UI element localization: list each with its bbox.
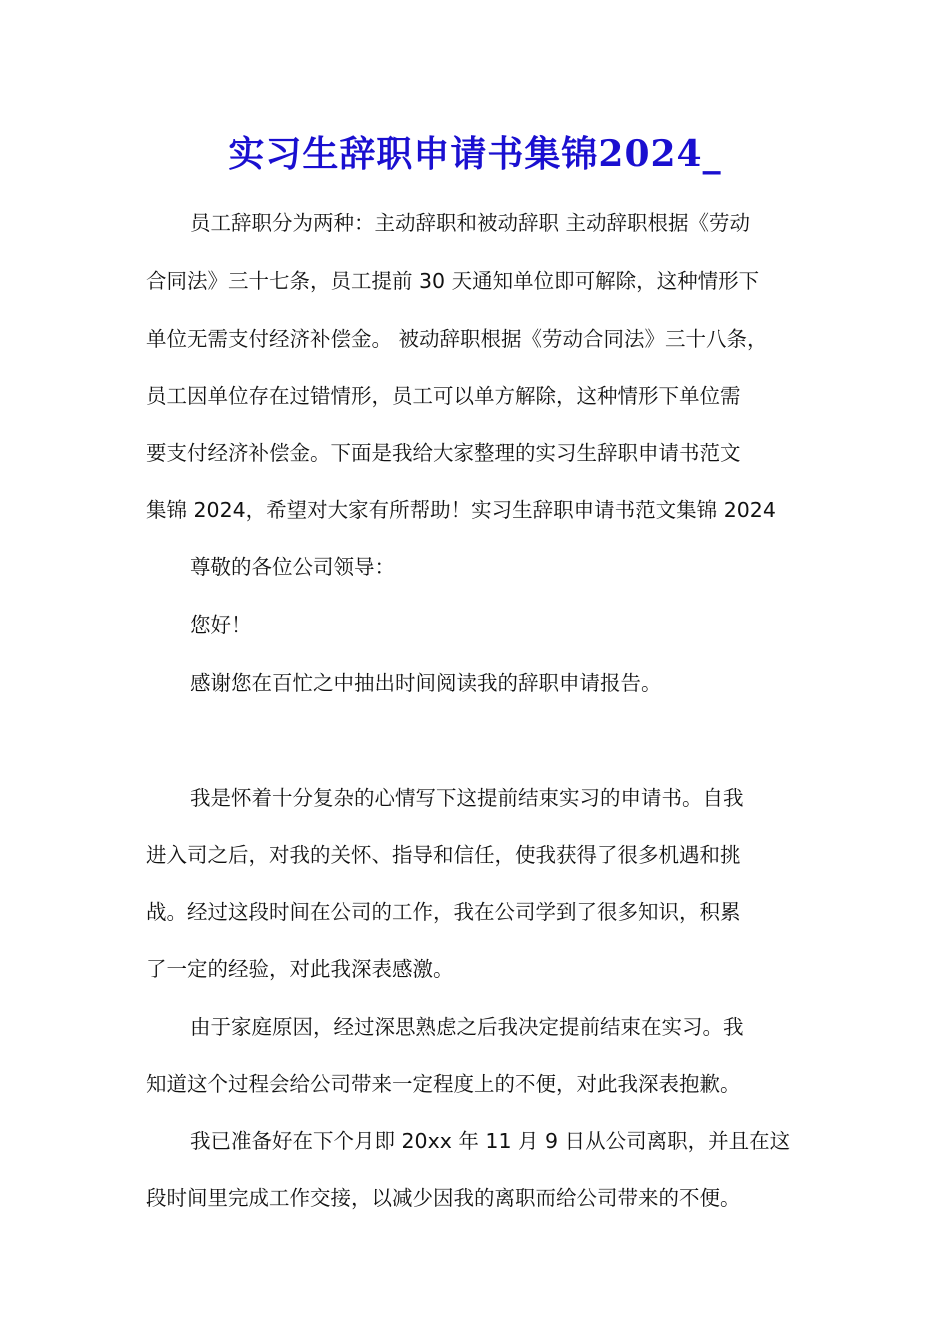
para1-line-4: 了一定的经验，对此我深表感激。: [146, 957, 454, 981]
intro-line-6: 集锦 2024，希望对大家有所帮助！实习生辞职申请书范文集锦 2024: [146, 498, 776, 522]
thanks-line: 感谢您在百忙之中抽出时间阅读我的辞职申请报告。: [190, 671, 662, 695]
intro-line-3: 单位无需支付经济补偿金。 被动辞职根据《劳动合同法》三十八条，: [146, 327, 768, 351]
para3-line-2: 段时间里完成工作交接，以减少因我的离职而给公司带来的不便。: [146, 1186, 741, 1210]
salutation: 尊敬的各位公司领导：: [190, 555, 395, 579]
intro-line-4: 员工因单位存在过错情形，员工可以单方解除，这种情形下单位需: [146, 384, 741, 408]
greeting: 您好！: [190, 613, 252, 637]
para1-line-2: 进入司之后，对我的关怀、指导和信任，使我获得了很多机遇和挑: [146, 843, 741, 867]
para1-line-3: 战。经过这段时间在公司的工作，我在公司学到了很多知识，积累: [146, 900, 741, 924]
intro-line-5: 要支付经济补偿金。下面是我给大家整理的实习生辞职申请书范文: [146, 441, 741, 465]
intro-line-2: 合同法》三十七条，员工提前 30 天通知单位即可解除，这种情形下: [146, 269, 760, 293]
intro-line-1: 员工辞职分为两种：主动辞职和被动辞职 主动辞职根据《劳动: [190, 211, 751, 235]
para2-line-1: 由于家庭原因，经过深思熟虑之后我决定提前结束在实习。我: [190, 1015, 744, 1039]
para3-line-1: 我已准备好在下个月即 20xx 年 11 月 9 日从公司离职，并且在这: [190, 1129, 791, 1153]
para1-line-1: 我是怀着十分复杂的心情写下这提前结束实习的申请书。自我: [190, 786, 744, 810]
document-title: 实习生辞职申请书集锦2024_: [228, 133, 722, 175]
para2-line-2: 知道这个过程会给公司带来一定程度上的不便，对此我深表抱歉。: [146, 1072, 741, 1096]
